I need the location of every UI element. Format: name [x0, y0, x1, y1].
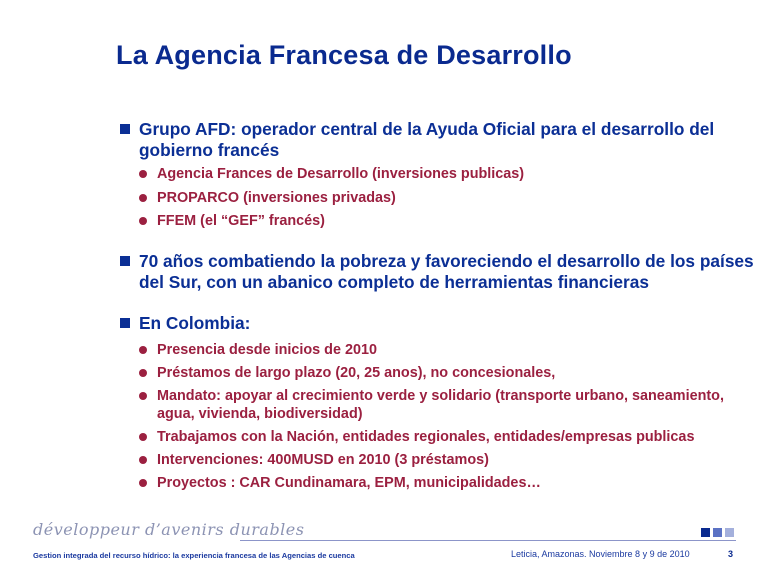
bullet-level2: Intervenciones: 400MUSD en 2010 (3 préstamos) [139, 451, 759, 469]
round-bullet-icon [139, 369, 147, 377]
decorative-square-icon [725, 528, 734, 537]
square-bullet-icon [120, 256, 130, 266]
round-bullet-icon [139, 217, 147, 225]
square-bullet-icon [120, 124, 130, 134]
bullet-level1: 70 años combatiendo la pobreza y favoreciendo el desarrollo de los países del Sur, con un abanico completo de herramientas financieras [120, 251, 760, 293]
round-bullet-icon [139, 346, 147, 354]
bullet-level2: PROPARCO (inversiones privadas) [139, 189, 759, 207]
bullet-level1 [120, 119, 760, 161]
square-bullet-icon [120, 318, 130, 328]
bullet-level2: Presencia desde inicios de 2010 [139, 341, 759, 359]
bullet-level2: Proyectos : CAR Cundinamara, EPM, municipalidades… [139, 474, 759, 492]
round-bullet-icon [139, 433, 147, 441]
bullet-level1: En Colombia: [120, 313, 760, 334]
bullet-level2: Préstamos de largo plazo (20, 25 anos), no concesionales, [139, 364, 759, 382]
bullet-level2: Agencia Frances de Desarrollo (inversiones publicas) [139, 165, 759, 183]
footer-tagline: développeur d’avenirs durables [33, 520, 305, 539]
round-bullet-icon [139, 194, 147, 202]
decorative-square-icon [701, 528, 710, 537]
page-number: 3 [728, 549, 734, 559]
slide-title: La Agencia Francesa de Desarrollo [116, 40, 572, 70]
bullet-level2: Trabajamos con la Nación, entidades regionales, entidades/empresas publicas [139, 428, 759, 446]
round-bullet-icon [139, 479, 147, 487]
footer-subtitle: Gestion integrada del recurso hídrico: la experiencia francesa de las Agencias de cuenca [33, 551, 355, 560]
round-bullet-icon [139, 170, 147, 178]
bullet-level2: Mandato: apoyar al crecimiento verde y solidario (transporte urbano, saneamiento, agua, vivienda, biodiversidad) [139, 387, 759, 423]
footer-place-date: Leticia, Amazonas. Noviembre 8 y 9 de 2010 [511, 549, 690, 559]
round-bullet-icon [139, 456, 147, 464]
bullet-level2: FFEM (el “GEF” francés) [139, 212, 759, 230]
bullet-text: Grupo AFD: operador central de la Ayuda Oficial para el desarrollo del gobierno francés [139, 119, 715, 160]
decorative-square-icon [713, 528, 722, 537]
footer-divider [240, 540, 736, 541]
round-bullet-icon [139, 392, 147, 400]
